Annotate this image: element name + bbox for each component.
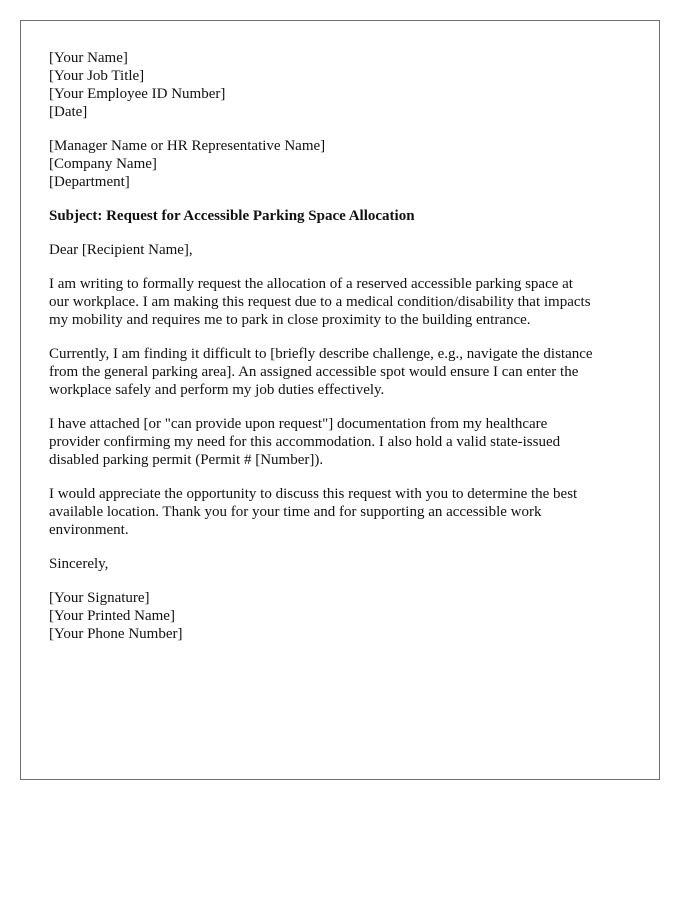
department-name: [Department] xyxy=(49,174,130,190)
paragraph-line: Currently, I am finding it difficult to [briefly describe challenge, e.g., navigate the distance xyxy=(49,346,593,362)
paragraph-line: my mobility and requires me to park in close proximity to the building entrance. xyxy=(49,312,531,328)
paragraph-line: from the general parking area]. An assigned accessible spot would ensure I can enter the xyxy=(49,364,579,380)
signature-block xyxy=(49,589,639,643)
paragraph-line: workplace safely and perform my job duties effectively. xyxy=(49,382,385,398)
printed-name-line: [Your Printed Name] xyxy=(49,608,175,624)
recipient-name: [Manager Name or HR Representative Name] xyxy=(49,138,326,154)
paragraph-discussion xyxy=(49,485,639,539)
letter-date: [Date] xyxy=(49,104,88,120)
letter-body xyxy=(49,49,639,659)
sender-name: [Your Name] xyxy=(49,50,128,66)
paragraph-line: I would appreciate the opportunity to discuss this request with you to determine the best xyxy=(49,486,578,502)
paragraph-request xyxy=(49,275,639,329)
sender-block xyxy=(49,49,639,121)
signature-line: [Your Signature] xyxy=(49,590,150,606)
paragraph-line: I am writing to formally request the allocation of a reserved accessible parking space at xyxy=(49,276,573,292)
company-name: [Company Name] xyxy=(49,156,157,172)
paragraph-challenge xyxy=(49,345,639,399)
paragraph-documentation xyxy=(49,415,639,469)
paragraph-line: I have attached [or "can provide upon request"] documentation from my healthcare xyxy=(49,416,548,432)
paragraph-line: environment. xyxy=(49,522,129,538)
closing: Sincerely, xyxy=(49,556,109,572)
paragraph-line: provider confirming my need for this accommodation. I also hold a valid state-issued xyxy=(49,434,561,450)
salutation: Dear [Recipient Name], xyxy=(49,242,193,258)
sender-job-title: [Your Job Title] xyxy=(49,68,145,84)
paragraph-line: disabled parking permit (Permit # [Number]). xyxy=(49,452,324,468)
recipient-block xyxy=(49,137,639,191)
paragraph-line: our workplace. I am making this request due to a medical condition/disability that impacts xyxy=(49,294,591,310)
subject-line: Subject: Request for Accessible Parking Space Allocation xyxy=(49,208,415,224)
phone-number-line: [Your Phone Number] xyxy=(49,626,183,642)
sender-employee-id: [Your Employee ID Number] xyxy=(49,86,226,102)
letter-page xyxy=(20,20,660,780)
paragraph-line: available location. Thank you for your time and for supporting an accessible work xyxy=(49,504,542,520)
